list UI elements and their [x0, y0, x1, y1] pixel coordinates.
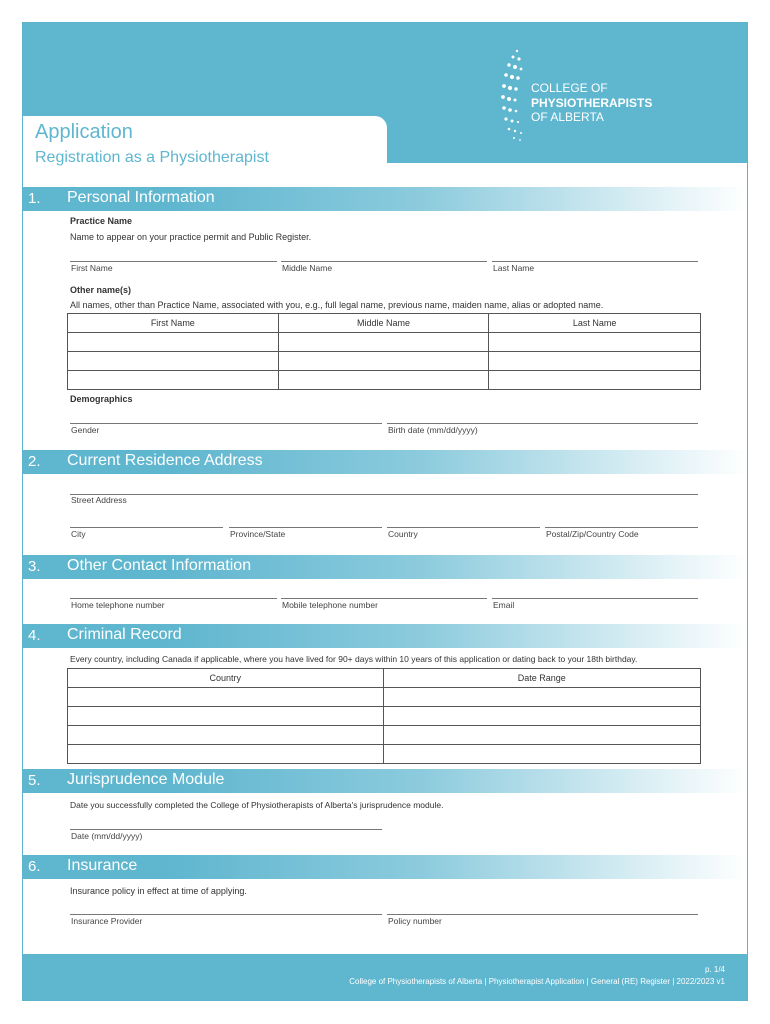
page-subtitle: Registration as a Physiotherapist [35, 149, 269, 166]
column-header: First Name [68, 314, 279, 333]
email-label: Email [493, 600, 515, 610]
province-label: Province/State [230, 529, 286, 539]
criminal-record-instruction: Every country, including Canada if applicable, where you have lived for 90+ days within 10 years of this application or dating back to your 18th birthday. [70, 654, 638, 664]
page-number: p. 1/4 [704, 965, 725, 974]
table-cell[interactable] [68, 688, 384, 707]
table-cell[interactable] [489, 333, 701, 352]
birth-date-label: Birth date (mm/dd/yyyy) [388, 425, 478, 435]
section-number: 1. [28, 190, 41, 207]
footer-band [23, 954, 748, 1001]
section-bar-insurance [23, 855, 748, 879]
jurisprudence-instruction: Date you successfully completed the College of Physiotherapists of Alberta's jurisprudence module. [70, 800, 444, 810]
home-phone-label: Home telephone number [71, 600, 165, 610]
jurisprudence-date-field[interactable] [70, 829, 382, 830]
table-cell[interactable] [489, 352, 701, 371]
jurisprudence-date-label: Date (mm/dd/yyyy) [71, 831, 143, 841]
section-bar-other-contact-information [23, 555, 748, 579]
city-field[interactable] [70, 527, 223, 528]
country-field[interactable] [387, 527, 540, 528]
first-name-field[interactable] [70, 261, 277, 262]
last-name-field[interactable] [492, 261, 698, 262]
table-cell[interactable] [68, 371, 279, 390]
column-header: Middle Name [278, 314, 489, 333]
last-name-label: Last Name [493, 263, 535, 273]
postal-code-label: Postal/Zip/Country Code [546, 529, 639, 539]
table-cell[interactable] [383, 745, 701, 764]
other-names-heading: Other name(s) [70, 285, 132, 295]
street-address-label: Street Address [71, 495, 127, 505]
table-row [68, 726, 701, 745]
demographics-heading: Demographics [70, 394, 133, 404]
table-row [68, 707, 701, 726]
section-number: 5. [28, 772, 41, 789]
province-field[interactable] [229, 527, 382, 528]
column-header: Country [68, 669, 384, 688]
logo-line: PHYSIOTHERAPISTS [531, 95, 653, 110]
logo-line: COLLEGE OF [531, 81, 608, 95]
policy-number-field[interactable] [387, 914, 698, 915]
insurance-provider-field[interactable] [70, 914, 382, 915]
section-number: 2. [28, 453, 41, 470]
table-cell[interactable] [383, 707, 701, 726]
other-names-instruction: All names, other than Practice Name, associated with you, e.g., full legal name, previous name, maiden name, alias or adopted name. [70, 300, 604, 310]
section-bar-personal-information [23, 187, 748, 211]
middle-name-label: Middle Name [282, 263, 333, 273]
section-title: Current Residence Address [67, 452, 263, 469]
country-label: Country [388, 529, 418, 539]
table-cell[interactable] [383, 726, 701, 745]
section-title: Insurance [67, 857, 138, 874]
section-number: 6. [28, 858, 41, 875]
middle-name-field[interactable] [281, 261, 487, 262]
mobile-phone-label: Mobile telephone number [282, 600, 378, 610]
city-label: City [71, 529, 86, 539]
gender-field[interactable] [70, 423, 382, 424]
table-cell[interactable] [489, 371, 701, 390]
table-cell[interactable] [68, 352, 279, 371]
column-header: Date Range [383, 669, 701, 688]
table-cell[interactable] [68, 726, 384, 745]
criminal-record-table [67, 668, 701, 764]
title-box [23, 116, 387, 184]
section-title: Jurisprudence Module [67, 771, 225, 788]
page-title: Application [35, 121, 133, 143]
birth-date-field[interactable] [387, 423, 698, 424]
table-cell[interactable] [278, 352, 489, 371]
table-row [68, 745, 701, 764]
table-cell[interactable] [383, 688, 701, 707]
first-name-label: First Name [71, 263, 113, 273]
email-field[interactable] [492, 598, 698, 599]
policy-number-label: Policy number [388, 916, 442, 926]
section-title: Other Contact Information [67, 557, 252, 574]
insurance-provider-label: Insurance Provider [71, 916, 143, 926]
table-cell[interactable] [68, 333, 279, 352]
mobile-phone-field[interactable] [281, 598, 487, 599]
table-row [68, 688, 701, 707]
table-cell[interactable] [278, 333, 489, 352]
logo-line: OF ALBERTA [531, 110, 604, 124]
application-page [22, 22, 748, 1001]
home-phone-field[interactable] [70, 598, 277, 599]
section-bar-criminal-record [23, 624, 748, 648]
college-logo [497, 45, 697, 145]
section-title: Personal Information [67, 189, 215, 206]
footer-text: College of Physiotherapists of Alberta | Physiotherapist Application | General (RE) Register | 2022/2023 v1 [349, 977, 725, 986]
table-cell[interactable] [278, 371, 489, 390]
postal-code-field[interactable] [545, 527, 698, 528]
street-address-field[interactable] [70, 494, 698, 495]
practice-name-heading: Practice Name [70, 216, 133, 226]
logo-text [531, 81, 652, 125]
section-bar-jurisprudence-module [23, 769, 748, 793]
table-header-row [68, 314, 701, 333]
practice-name-instruction: Name to appear on your practice permit and Public Register. [70, 232, 312, 242]
gender-label: Gender [71, 425, 100, 435]
column-header: Last Name [489, 314, 701, 333]
table-row [68, 333, 701, 352]
table-cell[interactable] [68, 707, 384, 726]
insurance-instruction: Insurance policy in effect at time of applying. [70, 886, 247, 896]
table-cell[interactable] [68, 745, 384, 764]
other-names-table [67, 313, 701, 390]
table-header-row [68, 669, 701, 688]
section-number: 3. [28, 558, 41, 575]
section-title: Criminal Record [67, 626, 182, 643]
section-bar-current-residence-address [23, 450, 748, 474]
table-row [68, 371, 701, 390]
table-row [68, 352, 701, 371]
section-number: 4. [28, 627, 41, 644]
